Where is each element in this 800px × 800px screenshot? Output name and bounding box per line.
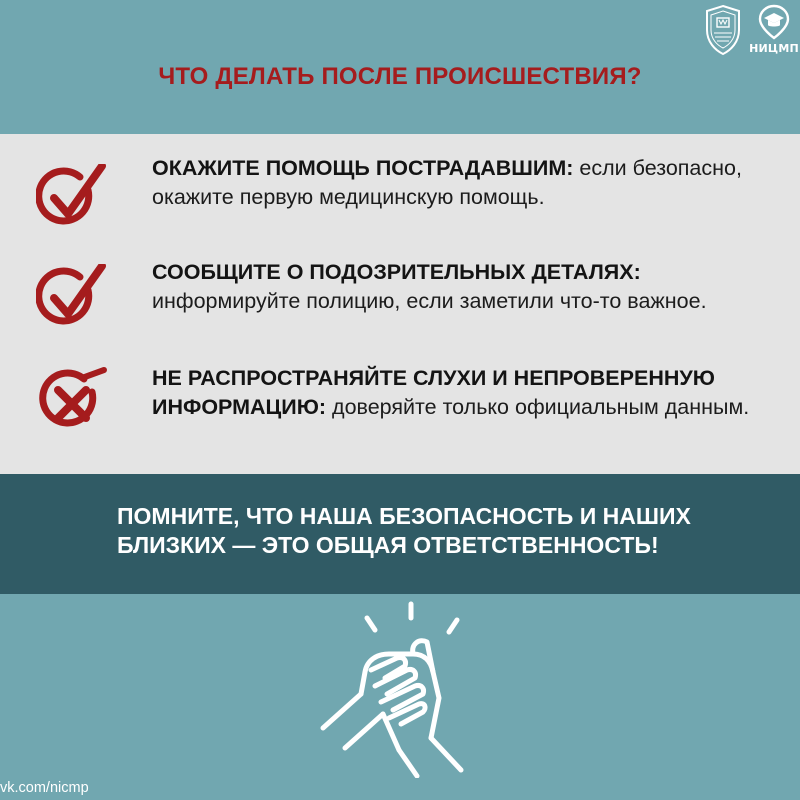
list-item-body: доверяйте только официальным данным. bbox=[326, 394, 750, 419]
list-item-body: информируйте полицию, если заметили что-то важное. bbox=[152, 288, 707, 313]
list-item-heading: НЕ РАСПРОСТРАНЯЙТЕ СЛУХИ И НЕПРОВЕРЕННУЮ ИНФОРМАЦИЮ: bbox=[152, 366, 715, 419]
graduation-cap-icon bbox=[757, 4, 791, 40]
check-icon bbox=[36, 164, 108, 236]
logo-group bbox=[704, 4, 799, 62]
nicmp-logo bbox=[749, 4, 799, 62]
list-item-text bbox=[152, 258, 777, 315]
instructions-panel bbox=[0, 134, 800, 474]
list-item-heading: СООБЩИТЕ О ПОДОЗРИТЕЛЬНЫХ ДЕТАЛЯХ: bbox=[152, 260, 641, 284]
logo-text: НИЦМП bbox=[749, 42, 799, 55]
footer-url: vk.com/nicmp bbox=[0, 780, 89, 796]
cross-icon bbox=[36, 366, 108, 438]
list-item-text bbox=[152, 364, 777, 421]
reminder-banner bbox=[0, 474, 800, 594]
page-title: ЧТО ДЕЛАТЬ ПОСЛЕ ПРОИСШЕСТВИЯ? bbox=[158, 63, 642, 90]
shield-emblem-icon bbox=[704, 4, 742, 56]
list-item-body: если безопасно, окажите первую медицинскую помощь. bbox=[152, 156, 742, 209]
list-item-heading: ОКАЖИТЕ ПОМОЩЬ ПОСТРАДАВШИМ: bbox=[152, 156, 574, 180]
handshake-icon bbox=[315, 598, 485, 778]
check-icon bbox=[36, 264, 108, 336]
list-item-text bbox=[152, 154, 777, 211]
banner-text: ПОМНИТЕ, ЧТО НАША БЕЗОПАСНОСТЬ И НАШИХ БЛИЗКИХ — ЭТО ОБЩАЯ ОТВЕТСТВЕННОСТЬ! bbox=[117, 503, 691, 558]
